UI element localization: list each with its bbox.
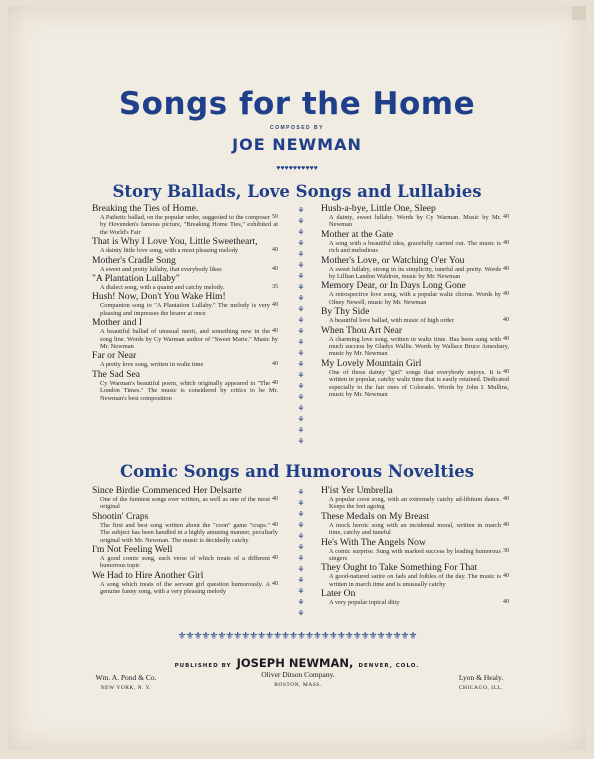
decorative-border-icon: ⚜⚜⚜⚜⚜⚜⚜⚜⚜⚜⚜⚜⚜⚜⚜⚜⚜⚜⚜⚜⚜⚜⚜⚜⚜⚜⚜⚜⚜⚜	[177, 631, 417, 642]
song-price: 35	[272, 284, 278, 291]
song-price: 40	[503, 599, 509, 606]
song-description-text: A Pathetic ballad, on the popular order, suggested to the composer by Hovenden's famous picture, "Breaking Home Ties," exhibited at the World's Fair	[100, 214, 278, 236]
song-entry	[321, 588, 509, 606]
song-description	[92, 266, 278, 273]
song-description-text: A beautiful ballad of unusual merit, and something new in the song line. Words by Cy Warman author of "Sweet Marie." Music by Mr. Newman	[100, 328, 278, 351]
co-publisher-name: Lyon & Healy.	[458, 673, 504, 682]
song-price: 40	[503, 496, 509, 502]
song-price: 40	[272, 379, 278, 386]
song-description-text: A song which treats of the servant girl question humorously. A genuine funny song, with a very pleasing melody	[100, 580, 270, 596]
song-description-text: A sweet and pretty lullaby, that everybody likes	[100, 265, 222, 273]
song-entry	[92, 350, 278, 368]
song-title: Far or Near	[92, 350, 137, 362]
song-title: Memory Dear, or In Days Long Gone	[321, 280, 466, 292]
song-title: Since Birdie Commenced Her Delsarte	[92, 485, 242, 496]
song-title: Hush! Now, Don't You Wake Him!	[92, 291, 226, 303]
song-entry	[92, 570, 278, 596]
song-description-text: Cy Warman's beautiful poem, which originally appeared in "The London Times." The music is considered by critics to be Mr. Newman's best composition	[100, 379, 278, 402]
song-description-text: One of those dainty "girl" songs that everybody enjoys. It is written in popular, catchy waltz time that is easily retained. Dedicated especially to the fair ones of Colorado. Words by John I. Mullins, music by Mr. Newman	[329, 368, 509, 399]
song-entry	[321, 537, 509, 563]
song-title: Later On	[321, 588, 356, 600]
song-description	[321, 522, 509, 537]
song-price: 40	[272, 555, 278, 562]
song-title: The Sad Sea	[92, 368, 140, 380]
song-description	[92, 380, 278, 402]
page-corner	[572, 6, 586, 20]
song-description-text: A good-natured satire on fads and foibles of the day. The music is written in march time and is unusually catchy	[329, 573, 501, 588]
song-entry	[92, 544, 278, 570]
song-entry	[321, 358, 509, 399]
publisher-name: JOSEPH NEWMAN,	[236, 656, 354, 670]
song-description	[92, 214, 278, 236]
song-entry	[92, 291, 278, 317]
co-publisher	[426, 673, 536, 691]
song-price: 40	[503, 573, 509, 580]
song-description-text: A dainty, sweet lullaby. Words by Cy Warman. Music by Mr. Newman	[329, 214, 501, 229]
song-description-text: A song with a beautiful idea, gracefully carried out. The music is rich and melodious	[329, 239, 501, 255]
song-description-text: A popular coon song, with an extremely catchy ad-libitum dance. Keeps the feet agoing	[329, 496, 501, 511]
song-title: We Had to Hire Another Girl	[92, 569, 204, 581]
song-title: He's With The Angels Now	[321, 536, 426, 548]
co-publisher-name: Oliver Ditson Company.	[261, 670, 335, 679]
song-description	[321, 240, 509, 255]
song-entry	[321, 485, 509, 511]
song-price: 40	[272, 361, 278, 368]
publisher-city: DENVER, COLO.	[358, 663, 420, 669]
co-publisher-city: CHICAGO, ILL.	[458, 685, 504, 691]
co-publisher-city: BOSTON, MASS.	[274, 682, 322, 688]
comic-right-column	[321, 485, 509, 607]
song-description	[92, 284, 278, 291]
song-price: 40	[272, 580, 278, 587]
song-entry	[92, 317, 278, 350]
song-description-text: A comic surprise. Sung with marked success by leading humorous singers	[329, 547, 501, 563]
published-by-label: PUBLISHED BY	[174, 663, 232, 669]
song-description	[92, 361, 278, 368]
composer-name: JOE NEWMAN	[232, 135, 362, 154]
song-title: When Thou Art Near	[321, 324, 403, 336]
song-description-text: A retrospective love song, with a popular waltz chorus. Words by Olney Newell, music by Mr. Newman	[329, 291, 501, 306]
vine-divider-icon: ⚘ ⚘ ⚘ ⚘ ⚘ ⚘ ⚘ ⚘ ⚘ ⚘ ⚘ ⚘ ⚘ ⚘ ⚘ ⚘ ⚘ ⚘ ⚘ ⚘ ⚘ ⚘	[297, 206, 305, 446]
song-price: 40	[503, 291, 509, 298]
song-description	[321, 214, 509, 229]
song-price: 40	[272, 247, 278, 254]
song-title: Mother at the Gate	[321, 228, 394, 240]
song-description-text: A dainty little love song, with a most pleasing melody	[100, 247, 239, 255]
vine-divider-icon: ⚘ ⚘ ⚘ ⚘ ⚘ ⚘ ⚘ ⚘ ⚘ ⚘ ⚘ ⚘	[297, 488, 305, 618]
song-description-text: A sweet lullaby, strong in its simplicity, tuneful and pretty. Words by Lillian Landon Waldron, music by Mr. Newman	[329, 265, 501, 281]
song-price: 40	[503, 214, 509, 220]
song-price: 30	[503, 547, 509, 554]
heart-ornament-icon: ♥♥♥♥♥♥♥♥♥♥	[276, 164, 318, 172]
song-title: Hush-a-bye, Little One, Sleep	[321, 203, 436, 214]
composed-by-label: COMPOSED BY	[269, 125, 324, 131]
song-title: "A Plantation Lullaby"	[92, 273, 180, 285]
song-description	[321, 599, 509, 606]
song-title: They Ought to Take Something For That	[321, 562, 478, 574]
song-price: 40	[272, 496, 278, 502]
co-publisher-name: Wm. A. Pond & Co.	[95, 673, 157, 682]
song-entry	[321, 229, 509, 255]
song-title: Breaking the Ties of Home.	[92, 203, 199, 214]
song-description	[321, 573, 509, 588]
sheet-music-cover	[8, 6, 586, 750]
song-description-text: A mock heroic song with an incidental moral, written in march time, catchy and tuneful	[329, 521, 501, 537]
song-description	[321, 317, 509, 324]
song-title: By Thy Side	[321, 306, 370, 318]
song-description-text: A charming love song, written in waltz time. Has been sung with much success by Gladys Wallis. Words by Wallace Bruce Amesbary, music by Mr. Newman	[329, 335, 509, 358]
song-description-text: The first and best song written about the "coon" game "craps." The subject has been handled in a highly amusing manner, peculiarly original with Mr. Newman. The music is decidedly catchy	[100, 521, 278, 544]
ballads-left-column	[92, 203, 278, 402]
song-title: Mother and I	[92, 317, 143, 329]
song-price: 40	[272, 328, 278, 335]
song-description	[321, 291, 509, 306]
song-entry	[321, 280, 509, 306]
song-price: 40	[272, 521, 278, 528]
co-publisher	[66, 673, 186, 691]
song-description-text: A good comic song, each verse of which treats of a different humorous topic	[100, 555, 270, 570]
song-title: Mother's Love, or Watching O'er You	[321, 254, 465, 266]
song-price: 40	[503, 521, 509, 528]
song-description	[92, 496, 278, 511]
page-title: Songs for the Home	[118, 86, 476, 122]
song-entry	[92, 203, 278, 236]
ballads-right-column	[321, 203, 509, 399]
song-entry	[92, 485, 278, 511]
song-entry	[321, 306, 509, 324]
song-price: 40	[272, 302, 278, 309]
song-entry	[92, 255, 278, 273]
song-description-text: A very popular topical ditty	[329, 599, 400, 607]
song-title: These Medals on My Breast	[321, 510, 430, 522]
co-publisher-city: NEW YORK, N. Y.	[100, 685, 152, 691]
song-entry	[321, 255, 509, 281]
song-description	[92, 328, 278, 350]
song-entry	[92, 273, 278, 291]
song-entry	[321, 325, 509, 358]
song-description-text: One of the funniest songs ever written, as well as one of the most original	[100, 496, 270, 511]
song-description	[92, 581, 278, 596]
co-publisher	[238, 670, 358, 688]
song-title: My Lovely Mountain Girl	[321, 357, 422, 369]
song-title: Mother's Cradle Song	[92, 254, 176, 266]
section-title-comic: Comic Songs and Humorous Novelties	[119, 462, 474, 481]
publisher-line	[8, 652, 586, 671]
song-description-text: A pretty love song, written in waltz time	[100, 361, 204, 369]
song-entry	[92, 511, 278, 544]
song-entry	[321, 511, 509, 537]
song-description	[92, 555, 278, 570]
song-entry	[92, 369, 278, 402]
song-description	[92, 247, 278, 254]
song-description	[321, 496, 509, 511]
song-price: 40	[503, 265, 509, 272]
song-description	[321, 548, 509, 563]
song-entry	[321, 203, 509, 229]
song-price: 50	[272, 214, 278, 220]
song-price: 40	[503, 335, 509, 342]
song-description	[92, 302, 278, 317]
song-price: 40	[503, 239, 509, 246]
song-title: H'ist Yer Umbrella	[321, 485, 393, 496]
song-title: Shootin' Craps	[92, 510, 149, 522]
section-title-ballads: Story Ballads, Love Songs and Lullabies	[112, 182, 482, 201]
song-price: 40	[503, 368, 509, 375]
song-entry	[321, 562, 509, 588]
song-description	[321, 369, 509, 399]
song-description	[321, 336, 509, 358]
comic-left-column	[92, 485, 278, 596]
song-title: That is Why I Love You, Little Sweetheart,	[92, 236, 258, 248]
song-description	[321, 266, 509, 281]
song-price: 40	[503, 317, 509, 324]
song-description-text: Companion song to "A Plantation Lullaby." The melody is very pleasing and impresses the hearer at once	[100, 302, 270, 317]
song-description-text: A beautiful love ballad, with music of high order	[329, 317, 454, 325]
song-description-text: A dialect song, with a quaint and catchy melody.	[100, 284, 225, 292]
song-price: 40	[272, 265, 278, 272]
song-entry	[92, 236, 278, 254]
song-description	[92, 522, 278, 544]
song-title: I'm Not Feeling Well	[92, 544, 173, 556]
